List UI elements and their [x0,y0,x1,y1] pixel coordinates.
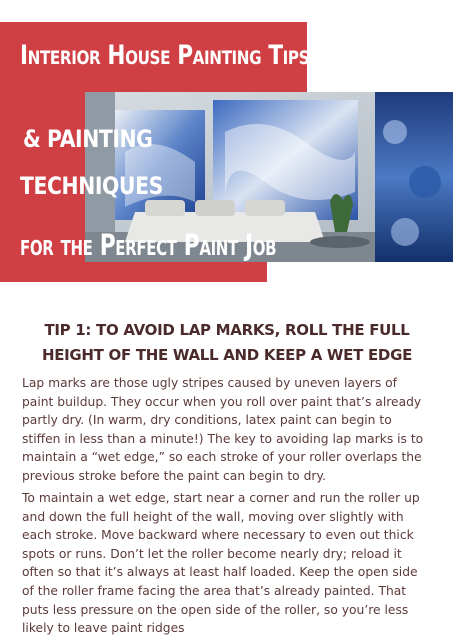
tip-paragraph-2: To maintain a wet edge, start near a corner and run the roller up and down the full height of the wall, moving over slightly with each stroke. Move backward where necessary to even out thick spots or runs. Don’t let the roller become nearly dry; reload it often so that it’s always at least half loaded. Keep the open side of the roller frame facing the area that’s already painted. That puts less pressure on the open side of the roller, so you’re less likely to leave paint ridges [22,491,420,636]
tip-heading: TIP 1: TO AVOID LAP MARKS, ROLL THE FULL HEIGHT OF THE WALL AND KEEP A WET EDGE [41,321,413,364]
title-line-4: for the Perfect Paint Job [20,228,277,262]
hero-section [0,0,453,300]
title-line-2: & PAINTING [23,125,153,153]
title-line-3: TECHNIQUES [20,172,163,200]
title-line-1: Interior House Painting Tips [20,40,310,71]
tip-paragraph-1: Lap marks are those ugly stripes caused by uneven layers of paint buildup. They occur when you roll over paint that’s already partly dry. (In warm, dry conditions, latex paint can begin to stiffen in less than a minute!) The key to avoiding lap marks is to maintain a “wet edge,” so each stroke of your roller overlaps the previous stroke before the paint can begin to dry. [22,376,424,483]
